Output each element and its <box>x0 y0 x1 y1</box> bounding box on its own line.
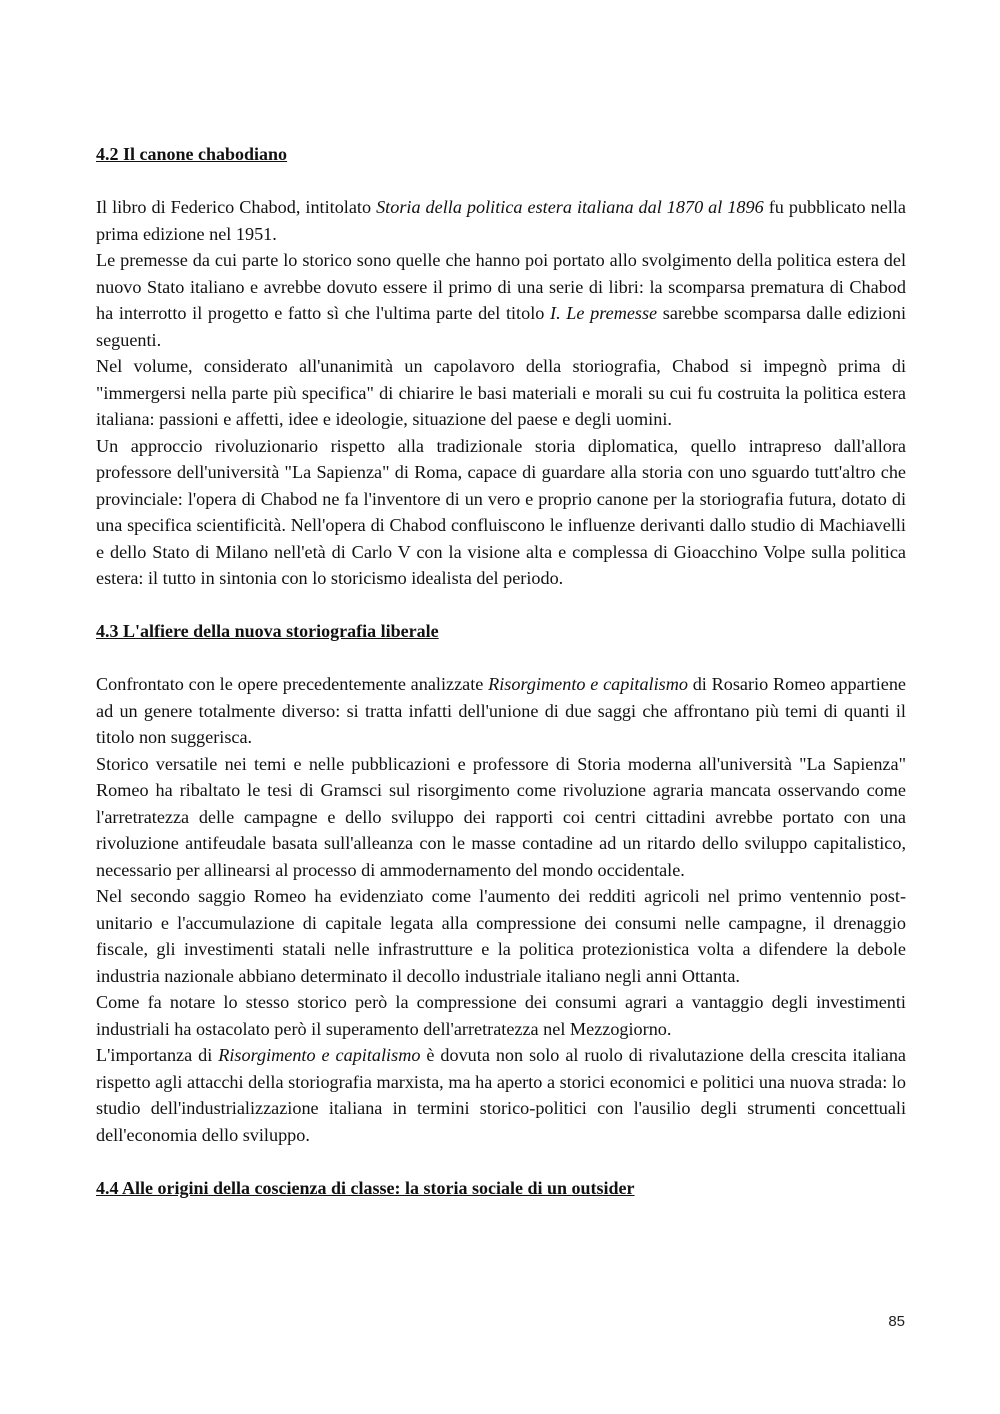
section-heading-4-2 <box>96 141 906 168</box>
paragraph: Un approccio rivoluzionario rispetto alla tradizionale storia diplomatica, quello intrapreso dall'allora professore dell'università "La Sapienza" di Roma, capace di guardare alla storia con uno sguardo tutt'altro che provinciale: l'opera di Chabod ne fa l'inventore di un vero e proprio canone per la storiografia futura, dotato di una specifica scientificità. Nell'opera di Chabod confluiscono le influenze derivanti dallo studio di Machiavelli e dello Stato di Milano nell'età di Carlo V con la visione alta e complessa di Gioacchino Volpe sulla politica estera: il tutto in sintonia con lo storicismo idealista del periodo. <box>96 435 906 588</box>
section-heading-4-3 <box>96 618 906 645</box>
text-run: Le premesse da cui parte lo storico sono quelle che hanno poi portato allo svolgimento della politica estera del nuovo Stato italiano e avrebbe dovuto essere il primo di una serie di libri: la scomparsa prematura di Chabod ha interrotto il progetto e fatto sì che l'ultima parte del titolo <box>96 250 906 323</box>
section-title: Il canone chabodiano <box>123 144 288 164</box>
page-body <box>96 141 906 1201</box>
paragraph <box>96 671 906 751</box>
paragraph: Nel secondo saggio Romeo ha evidenziato come l'aumento dei redditi agricoli nel primo ventennio post-unitario e l'accumulazione di capitale legata alla compressione dei consumi nelle campagne, il drenaggio fiscale, gli investimenti statali nelle infrastrutture e la politica protezionistica volta a difendere la debole industria nazionale abbiano determinato il decollo industriale italiano negli anni Ottanta. <box>96 886 906 986</box>
text-run: Il libro di Federico Chabod, intitolato <box>96 197 377 217</box>
paragraph <box>96 194 906 247</box>
text-run: sarebbe scomparsa dalle edizioni seguenti. <box>96 303 907 350</box>
book-title: Storia della politica estera italiana dal 1870 al 1896 <box>376 197 764 217</box>
text-run: fu pubblicato nella prima edizione nel 1951. <box>96 197 906 244</box>
text-run: è dovuta non solo al ruolo di rivalutazione della crescita italiana rispetto agli attacchi della storiografia marxista, ma ha aperto a storici economici e politici una nuova strada: lo studio dell'industrializzazione italiana in termini storico-politici con l'ausilio degli strumenti concettuali dell'economia dello sviluppo. <box>96 1045 907 1145</box>
section-number: 4.3 <box>96 621 119 641</box>
text-run: di Rosario Romeo appartiene ad un genere totalmente diverso: si tratta infatti dell'unione di due saggi che affrontano più temi di quanti il titolo non suggerisca. <box>96 674 907 747</box>
section-title: Alle origini della coscienza di classe: la storia sociale di un outsider <box>122 1177 635 1198</box>
section-number: 4.2 <box>96 144 119 164</box>
page-number: 85 <box>888 1313 905 1330</box>
paragraph <box>96 247 906 353</box>
paragraph: Storico versatile nei temi e nelle pubblicazioni e professore di Storia moderna all'università "La Sapienza" Romeo ha ribaltato le tesi di Gramsci sul risorgimento come rivoluzione agraria mancata osservando come l'arretratezza delle campagne e dello sviluppo dei rapporti coi centri cittadini avrebbe portato con una rivoluzione antifeudale basata sull'alleanza con le masse contadine ad un ritardo dello sviluppo capitalistico, necessario per allinearsi al processo di ammodernamento del mondo occidentale. <box>96 753 906 880</box>
text-run: L'importanza di <box>96 1045 219 1065</box>
book-title: I. Le premesse <box>550 303 658 323</box>
book-title: Risorgimento e capitalismo <box>218 1045 421 1065</box>
book-title: Risorgimento e capitalismo <box>488 674 688 694</box>
section-title: L'alfiere della nuova storiografia liberale <box>123 621 439 641</box>
paragraph: Nel volume, considerato all'unanimità un capolavoro della storiografia, Chabod si impegnò prima di "immergersi nella parte più specifica" di chiarire le basi materiali e morali su cui fu costruita la politica estera italiana: passioni e affetti, idee e ideologie, situazione del paese e degli uomini. <box>96 356 906 429</box>
section-number: 4.4 <box>96 1177 119 1198</box>
section-heading-4-4 <box>96 1175 906 1202</box>
paragraph: Come fa notare lo stesso storico però la compressione dei consumi agrari a vantaggio degli investimenti industriali ha ostacolato però il superamento dell'arretratezza nel Mezzogiorno. <box>96 992 906 1039</box>
text-run: Confrontato con le opere precedentemente analizzate <box>96 674 489 694</box>
paragraph <box>96 1042 906 1148</box>
